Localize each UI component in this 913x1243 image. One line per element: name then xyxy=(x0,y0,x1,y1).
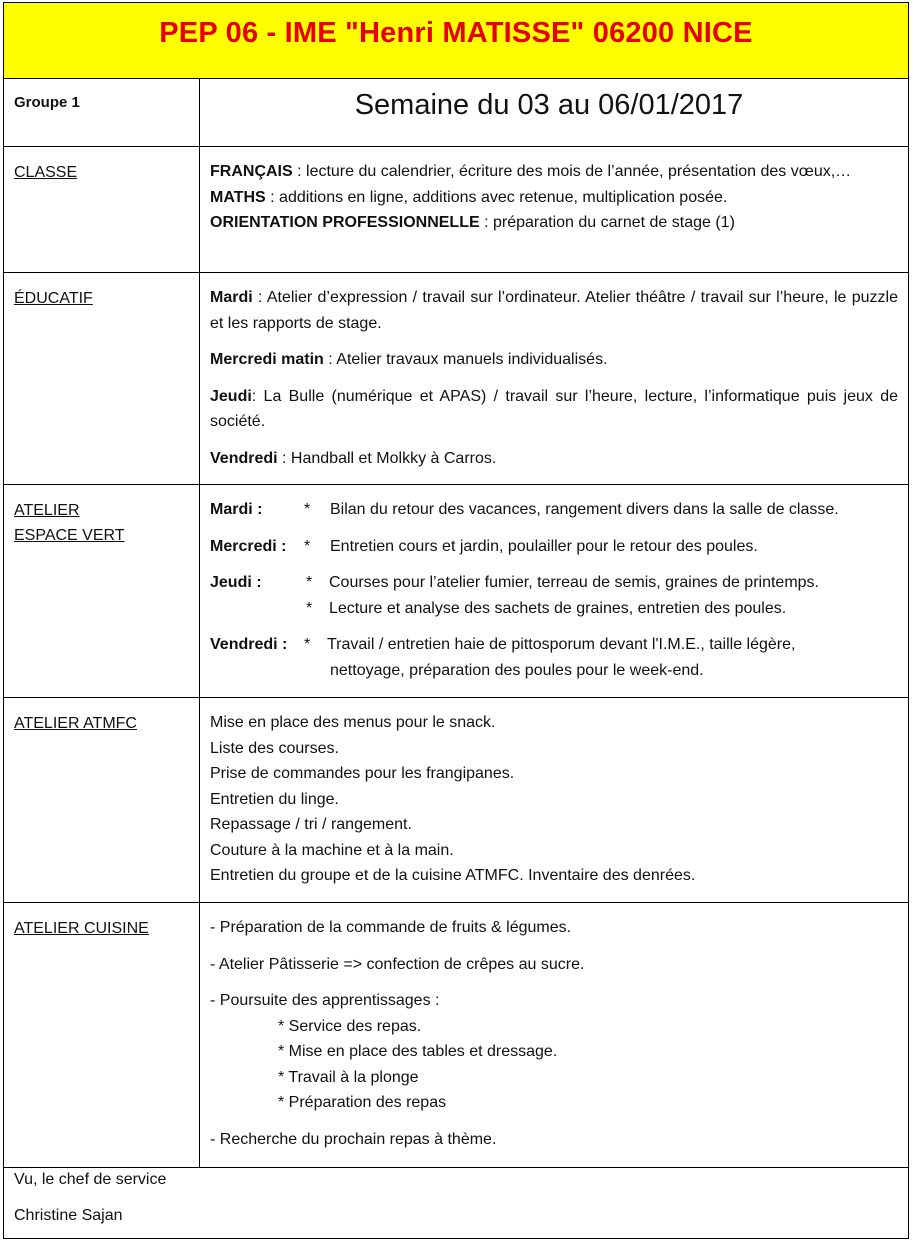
cuisine-sub-item: * Préparation des repas xyxy=(278,1094,447,1111)
weekly-schedule-sheet xyxy=(3,2,909,1239)
cuisine-content xyxy=(200,903,909,1168)
ev-vendredi-text-1: Travail / entretien haie de pittosporum devant l'I.M.E., taille légère, xyxy=(327,636,796,653)
header-row xyxy=(4,79,908,147)
atmfc-content xyxy=(200,698,909,903)
classe-content xyxy=(200,147,909,273)
cuisine-item: - Préparation de la commande de fruits & légumes. xyxy=(210,919,572,936)
maths-text: : additions en ligne, additions avec retenue, multiplication posée. xyxy=(265,188,728,206)
educatif-mercredi-label: Mercredi matin xyxy=(210,351,324,368)
atmfc-line: Prise de commandes pour les frangipanes. xyxy=(210,765,515,782)
atmfc-line: Mise en place des menus pour le snack. xyxy=(210,714,496,731)
educatif-content xyxy=(200,273,909,485)
cuisine-item: - Atelier Pâtisserie => confection de crêpes au sucre. xyxy=(210,955,585,973)
row-educatif xyxy=(4,273,908,485)
espace-vert-label-line1: ATELIER xyxy=(14,502,80,519)
francais-label: FRANÇAIS xyxy=(210,163,293,180)
educatif-jeudi-text: : La Bulle (numérique et APAS) / travail sur l’heure, lecture, l’informatique puis jeux de société. xyxy=(210,387,898,430)
cuisine-sub-item: * Travail à la plonge xyxy=(278,1068,419,1086)
atmfc-label-cell xyxy=(4,698,200,903)
ev-mercredi-label: Mercredi : xyxy=(210,537,287,555)
cuisine-label-cell xyxy=(4,903,200,1168)
signature-block xyxy=(4,1149,908,1240)
ev-jeudi-text-2: Lecture et analyse des sachets de graines, entretien des poules. xyxy=(329,599,787,617)
row-espace-vert xyxy=(4,485,908,698)
ev-bullet: * xyxy=(306,599,313,617)
cuisine-sub-item: * Mise en place des tables et dressage. xyxy=(278,1043,558,1060)
atmfc-line: Couture à la machine et à la main. xyxy=(210,841,454,859)
espace-vert-content xyxy=(200,485,909,698)
ev-mardi-label: Mardi : xyxy=(210,501,263,518)
espace-vert-label-cell xyxy=(4,485,200,698)
approval-line: Vu, le chef de service xyxy=(14,1171,167,1188)
ev-vendredi-text-2: nettoyage, préparation des poules pour le week-end. xyxy=(330,661,704,679)
group-label: Groupe 1 xyxy=(14,94,80,111)
ev-jeudi-label: Jeudi : xyxy=(210,574,262,591)
educatif-label-cell xyxy=(4,273,200,485)
cuisine-item: - Poursuite des apprentissages : xyxy=(210,992,440,1009)
educatif-vendredi-text: : Handball et Molkky à Carros. xyxy=(277,449,497,467)
week-title: Semaine du 03 au 06/01/2017 xyxy=(200,79,909,147)
ev-bullet: * xyxy=(304,537,311,555)
educatif-label: ÉDUCATIF xyxy=(14,290,93,307)
classe-label: CLASSE xyxy=(14,164,78,181)
educatif-jeudi-label: Jeudi xyxy=(210,387,252,405)
row-cuisine xyxy=(4,903,908,1168)
atmfc-line: Repassage / tri / rangement. xyxy=(210,816,412,833)
orientation-text: : préparation du carnet de stage (1) xyxy=(479,214,735,231)
group-cell xyxy=(4,79,200,147)
educatif-mardi-label: Mardi xyxy=(210,289,253,306)
ev-bullet: * xyxy=(304,501,311,518)
ev-jeudi-text-1: Courses pour l’atelier fumier, terreau de semis, graines de printemps. xyxy=(329,574,819,591)
cuisine-item: - Recherche du prochain repas à thème. xyxy=(210,1130,497,1148)
classe-label-cell xyxy=(4,147,200,273)
atmfc-line: Entretien du groupe et de la cuisine ATMFC. Inventaire des denrées. xyxy=(210,867,696,884)
francais-text: : lecture du calendrier, écriture des mois de l’année, présentation des vœux,… xyxy=(292,163,852,180)
cuisine-label: ATELIER CUISINE xyxy=(14,920,149,937)
atmfc-line: Liste des courses. xyxy=(210,739,339,757)
row-atmfc xyxy=(4,698,908,903)
ev-bullet: * xyxy=(304,636,311,653)
row-classe xyxy=(4,147,908,273)
cuisine-sub-item: * Service des repas. xyxy=(278,1017,422,1035)
espace-vert-label-line2: ESPACE VERT xyxy=(14,527,125,544)
schedule-table xyxy=(4,79,908,1168)
educatif-vendredi-label: Vendredi xyxy=(210,449,278,467)
ev-bullet: * xyxy=(306,574,313,591)
ev-mercredi-text: Entretien cours et jardin, poulailler pour le retour des poules. xyxy=(330,537,758,555)
document-title: PEP 06 - IME "Henri MATISSE" 06200 NICE xyxy=(4,3,908,79)
ev-vendredi-label: Vendredi : xyxy=(210,636,288,653)
ev-mardi-text: Bilan du retour des vacances, rangement divers dans la salle de classe. xyxy=(330,501,839,518)
atmfc-line: Entretien du linge. xyxy=(210,790,339,808)
educatif-mardi-text: : Atelier d’expression / travail sur l’ordinateur. Atelier théâtre / travail sur l’heure, le puzzle et les rapports de stage. xyxy=(210,289,898,332)
maths-label: MATHS xyxy=(210,188,266,206)
orientation-label: ORIENTATION PROFESSIONNELLE xyxy=(210,214,480,231)
educatif-mercredi-text: : Atelier travaux manuels individualisés. xyxy=(323,351,608,368)
signatory-name: Christine Sajan xyxy=(14,1207,123,1224)
atmfc-label: ATELIER ATMFC xyxy=(14,715,137,732)
